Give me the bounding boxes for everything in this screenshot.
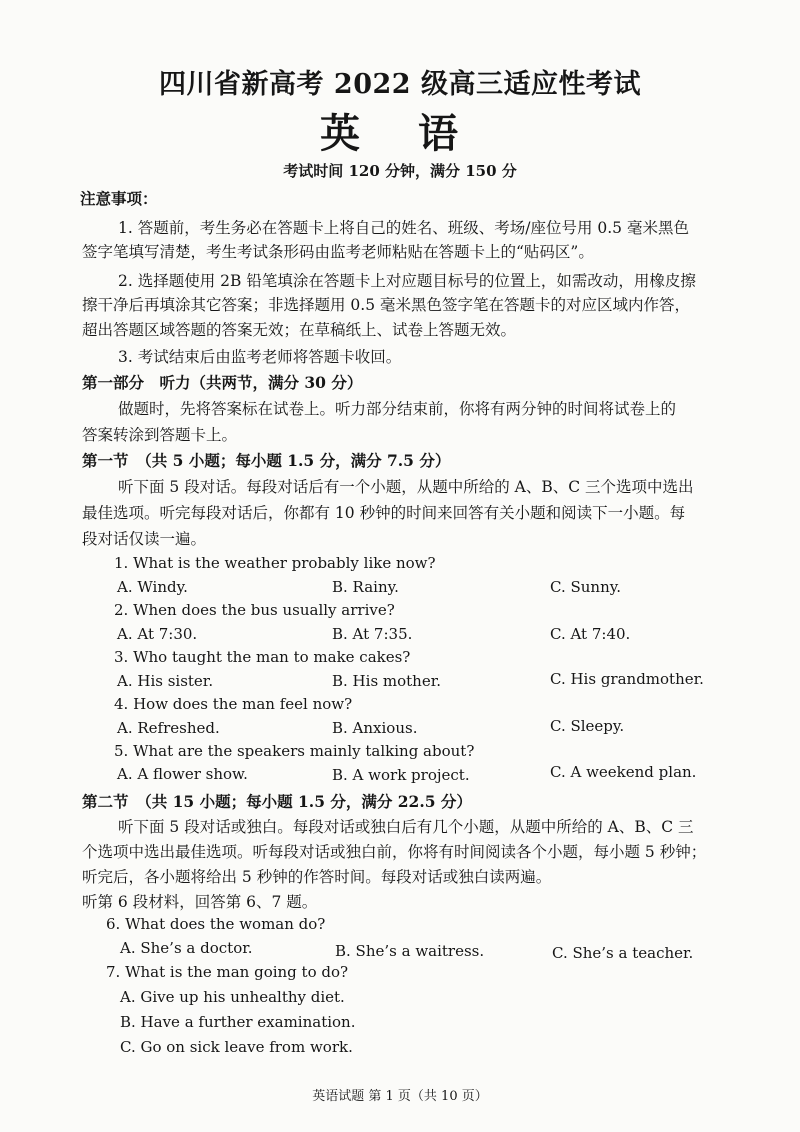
exam-title: 四川省新高考 2022 级高三适应性考试	[159, 69, 641, 100]
question-3: 3. Who taught the man to make cakes?	[114, 648, 411, 666]
option-b: B. At 7:35.	[332, 625, 413, 643]
option-b: B. A work project.	[332, 766, 470, 784]
section1-heading: 第一节 （共 5 小题；每小题 1.5 分，满分 7.5 分）	[82, 451, 451, 470]
section2-intro-line: 听下面 5 段对话或独白。每段对话或独白后有几个小题，从题中所给的 A、B、C 三	[118, 818, 694, 836]
option-b: B. Rainy.	[332, 578, 399, 596]
question-4: 4. How does the man feel now?	[114, 695, 353, 713]
question-2: 2. When does the bus usually arrive?	[114, 601, 395, 619]
part1-intro-line: 答案转涂到答题卡上。	[82, 426, 238, 444]
option-a: A. His sister.	[117, 672, 214, 690]
question-5: 5. What are the speakers mainly talking about?	[114, 742, 475, 760]
option-c: C. A weekend plan.	[550, 763, 697, 781]
option-a: A. Refreshed.	[117, 719, 220, 737]
option-c: C. At 7:40.	[550, 625, 631, 643]
option-b: B. Have a further examination.	[120, 1013, 356, 1031]
notice-line: 1. 答题前，考生务必在答题卡上将自己的姓名、班级、考场/座位号用 0.5 毫米黑色	[118, 219, 689, 237]
section2-intro-line: 听完后，各小题将给出 5 秒钟的作答时间。每段对话或独白读两遍。	[82, 868, 552, 886]
option-a: A. Windy.	[117, 578, 188, 596]
option-c: C. Sleepy.	[550, 717, 625, 735]
option-c: C. She’s a teacher.	[552, 944, 694, 962]
question-1: 1. What is the weather probably like now?	[114, 554, 436, 572]
page-footer: 英语试题 第 1 页（共 10 页）	[312, 1089, 488, 1104]
notice-line: 2. 选择题使用 2B 铅笔填涂在答题卡上对应题目标号的位置上，如需改动，用橡皮擦	[118, 272, 696, 290]
option-c: C. Sunny.	[550, 578, 621, 596]
option-c: C. His grandmother.	[550, 670, 704, 688]
option-b: B. She’s a waitress.	[335, 942, 485, 960]
notice-line: 擦干净后再填涂其它答案；非选择题用 0.5 毫米黑色签字笔在答题卡的对应区域内作答，	[82, 296, 691, 314]
notice-line: 超出答题区域答题的答案无效；在草稿纸上、试卷上答题无效。	[82, 321, 517, 339]
question-6: 6. What does the woman do?	[106, 915, 326, 933]
section1-intro-line: 段对话仅读一遍。	[82, 530, 207, 548]
material-instruction: 听第 6 段材料，回答第 6、7 题。	[82, 893, 318, 911]
option-a: A. At 7:30.	[117, 625, 198, 643]
section1-intro-line: 最佳选项。听完每段对话后，你都有 10 秒钟的时间来回答有关小题和阅读下一小题。每	[82, 504, 686, 522]
section1-intro-line: 听下面 5 段对话。每段对话后有一个小题，从题中所给的 A、B、C 三个选项中选出	[118, 478, 694, 496]
option-a: A. A flower show.	[117, 765, 248, 783]
time-info: 考试时间 120 分钟，满分 150 分	[283, 162, 517, 180]
option-a: A. Give up his unhealthy diet.	[120, 988, 345, 1006]
notice-line: 签字笔填写清楚，考生考试条形码由监考老师粘贴在答题卡上的“贴码区”。	[82, 243, 594, 261]
part1-intro-line: 做题时，先将答案标在试卷上。听力部分结束前，你将有两分钟的时间将试卷上的	[118, 400, 677, 418]
option-a: A. She’s a doctor.	[120, 939, 253, 957]
section2-intro-line: 个选项中选出最佳选项。听每段对话或独白前，你将有时间阅读各个小题，每小题 5 秒钟；	[82, 843, 707, 861]
notice-heading: 注意事项：	[80, 189, 158, 208]
section2-heading: 第二节 （共 15 小题；每小题 1.5 分，满分 22.5 分）	[82, 792, 472, 811]
part1-heading: 第一部分 听力（共两节，满分 30 分）	[82, 373, 363, 392]
option-c: C. Go on sick leave from work.	[120, 1038, 353, 1056]
subject-title: 英 语	[320, 110, 480, 157]
option-b: B. His mother.	[332, 672, 442, 690]
question-7: 7. What is the man going to do?	[106, 963, 349, 981]
notice-line: 3. 考试结束后由监考老师将答题卡收回。	[118, 348, 402, 366]
option-b: B. Anxious.	[332, 719, 418, 737]
